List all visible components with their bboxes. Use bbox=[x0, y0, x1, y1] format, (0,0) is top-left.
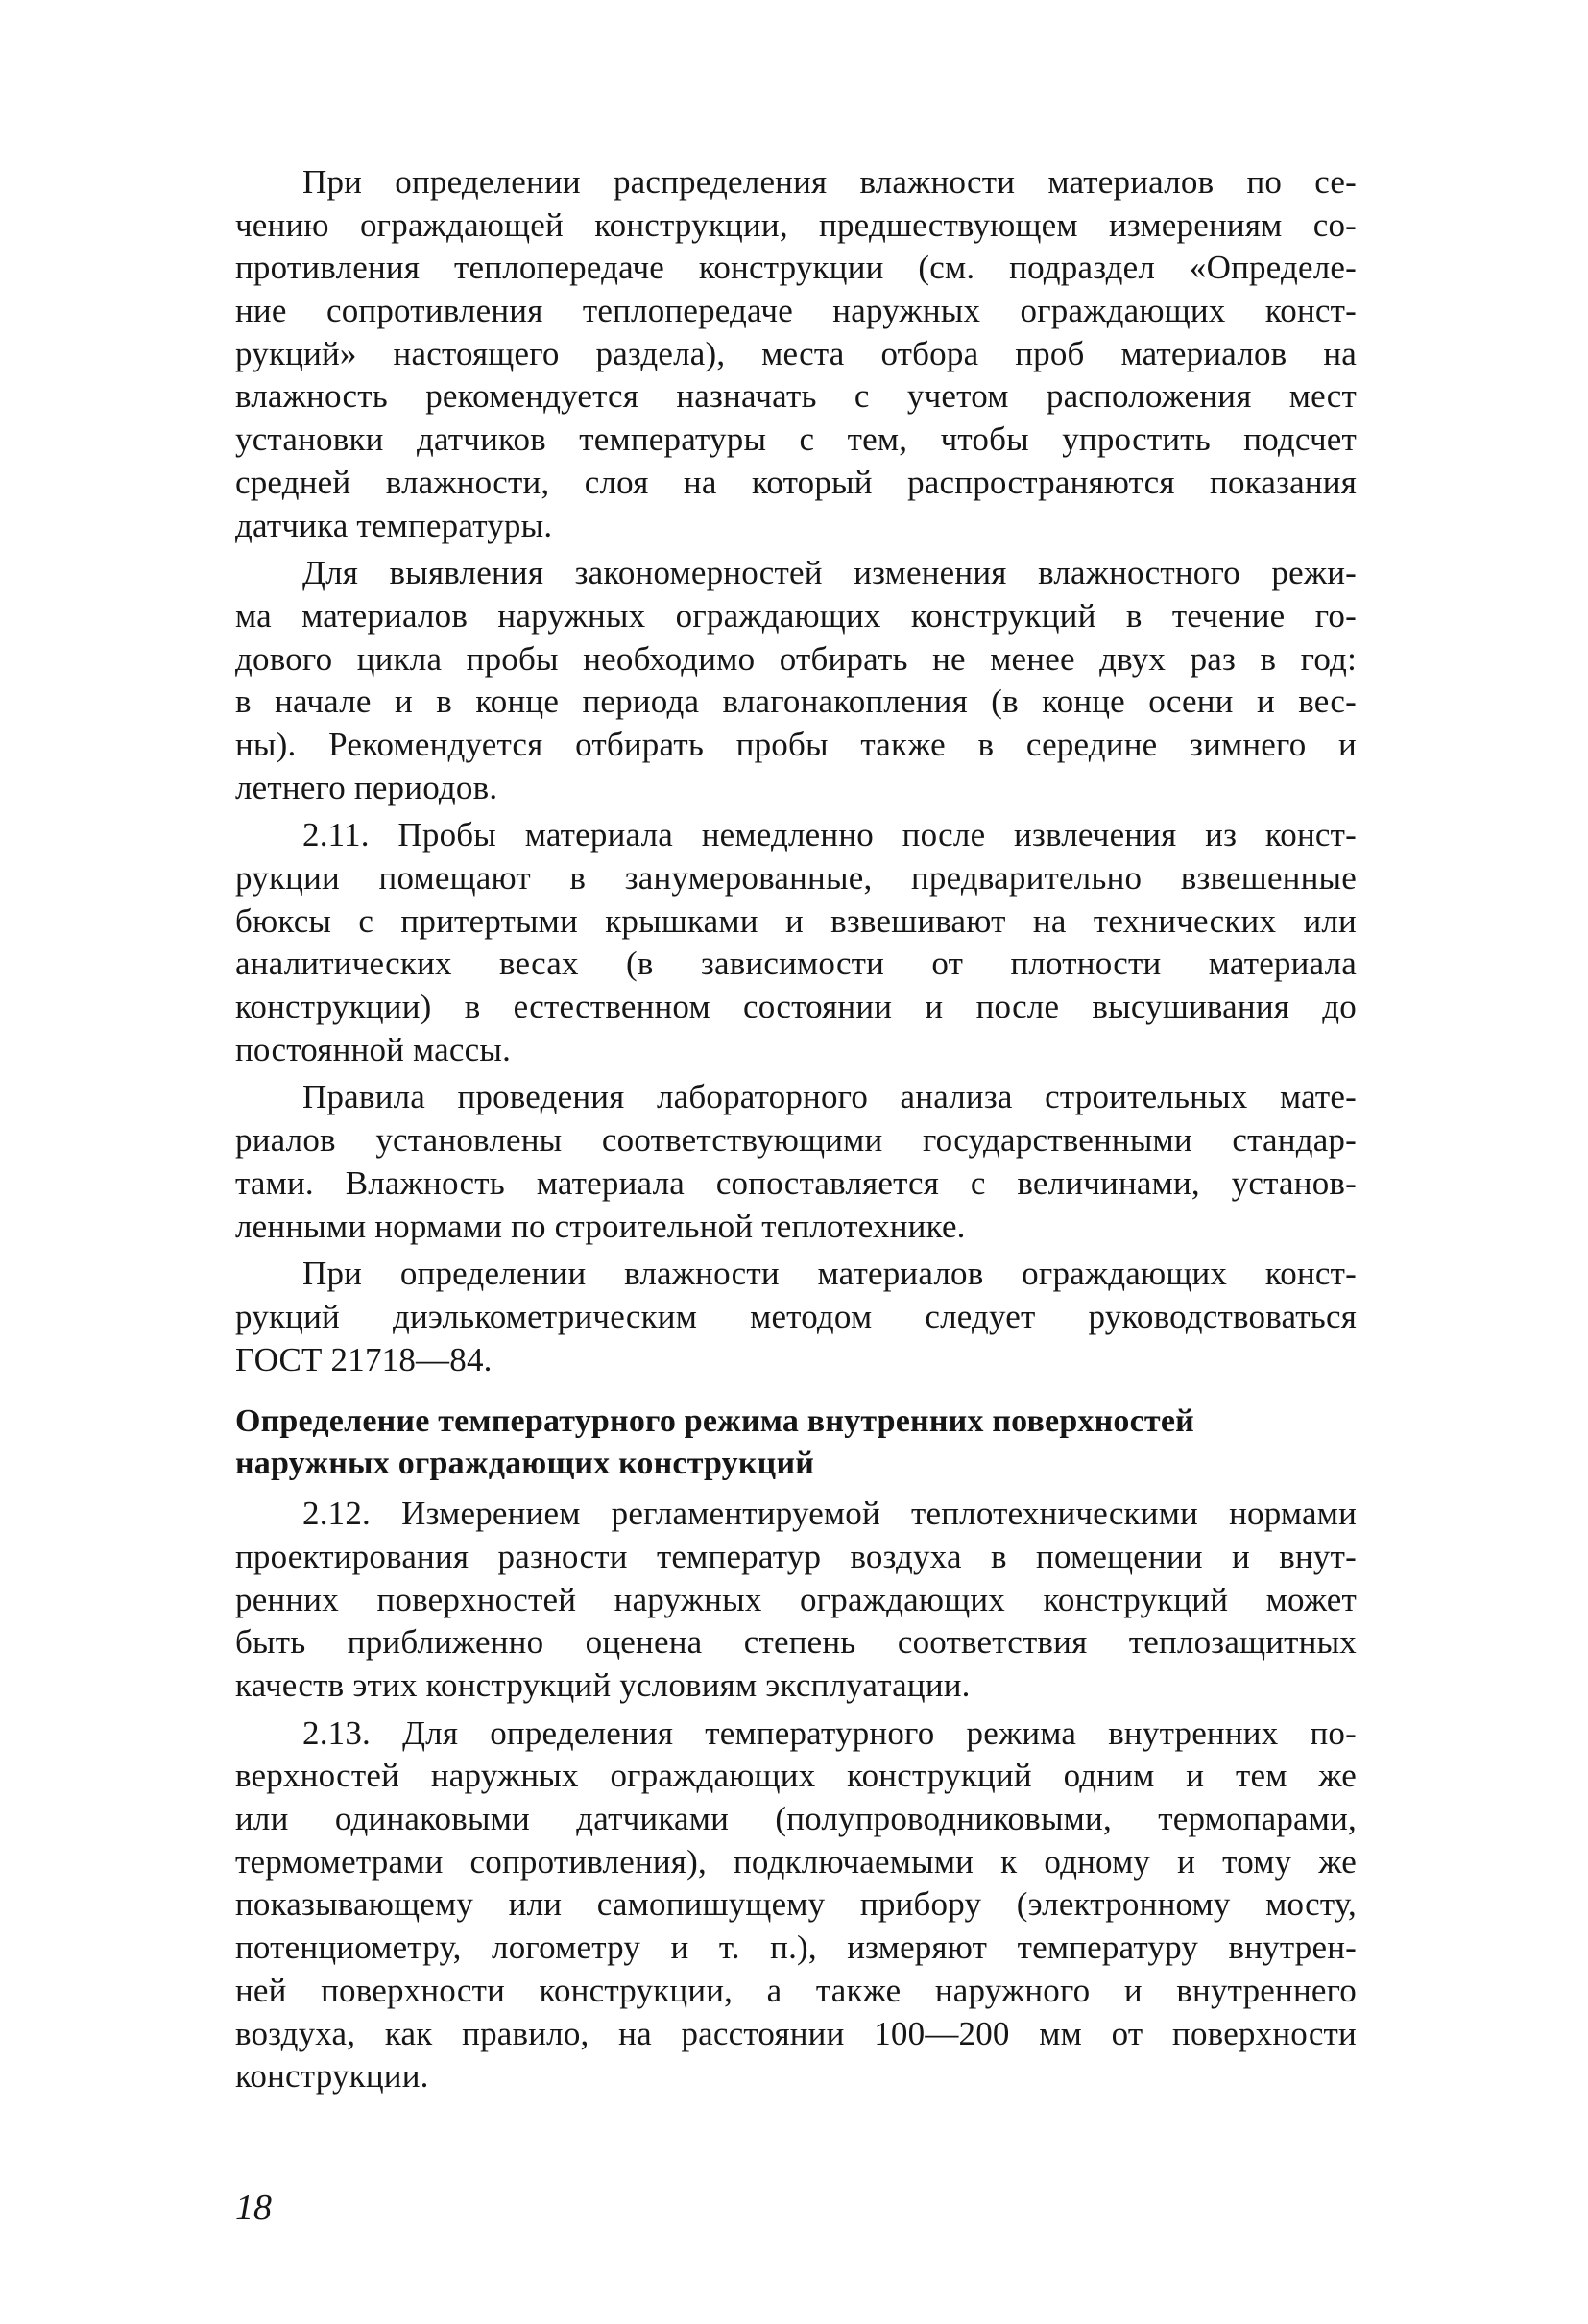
text-line: рукций диэлькометрическим методом следует руководствоваться bbox=[235, 1297, 1357, 1335]
paragraph-dielcometric bbox=[235, 1253, 1357, 1381]
text-line: При определении распределения влажности материалов по се- bbox=[302, 163, 1357, 201]
text-line: аналитических весах (в зависимости от плотности материала bbox=[235, 945, 1357, 983]
text-line: ние сопротивления теплопередаче наружных ограждающих конст- bbox=[235, 292, 1357, 330]
paragraph-moisture-distribution bbox=[235, 161, 1357, 547]
text-line: ренних поверхностей наружных ограждающих конструкций может bbox=[235, 1580, 1357, 1618]
text-line: термометрами сопротивления), подключаемыми к одному и тому же bbox=[235, 1842, 1357, 1881]
page-body bbox=[235, 161, 1357, 2098]
text-line: рукции помещают в занумерованные, предварительно взвешенные bbox=[235, 859, 1357, 897]
text-line: конструкции. bbox=[235, 2057, 429, 2096]
text-line: 2.13. Для определения температурного режима внутренних по- bbox=[302, 1713, 1357, 1752]
text-line: быть приближенно оценена степень соответствия теплозащитных bbox=[235, 1623, 1357, 1662]
text-line: Правила проведения лабораторного анализа строительных мате- bbox=[302, 1078, 1357, 1116]
text-line: средней влажности, слоя на который распространяются показания bbox=[235, 463, 1357, 501]
heading-line: Определение температурного режима внутренних поверхностей bbox=[235, 1403, 1194, 1440]
paragraph-2-11 bbox=[235, 814, 1357, 1071]
text-line: дового цикла пробы необходимо отбирать не менее двух раз в год: bbox=[235, 639, 1357, 678]
text-line: верхностей наружных ограждающих конструкций одним и тем же bbox=[235, 1757, 1357, 1795]
text-line: установки датчиков температуры с тем, чтобы упростить подсчет bbox=[235, 420, 1357, 459]
text-line: или одинаковыми датчиками (полупроводниковыми, термопарами, bbox=[235, 1800, 1357, 1838]
text-line: качеств этих конструкций условиям эксплуатации. bbox=[235, 1666, 971, 1704]
section-heading bbox=[235, 1401, 1357, 1485]
text-line: ленными нормами по строительной теплотехнике. bbox=[235, 1207, 966, 1245]
text-line: потенциометру, логометру и т. п.), измеряют температуру внутрен- bbox=[235, 1929, 1357, 1967]
text-line: ны). Рекомендуется отбирать пробы также в середине зимнего и bbox=[235, 725, 1357, 763]
text-line: воздуха, как правило, на расстоянии 100—200 мм от поверхности bbox=[235, 2014, 1357, 2052]
text-line: 2.12. Измерением регламентируемой теплотехническими нормами bbox=[302, 1495, 1357, 1533]
text-line: риалов установлены соответствующими государственными стандар- bbox=[235, 1121, 1357, 1160]
paragraph-2-12 bbox=[235, 1493, 1357, 1707]
text-line: влажность рекомендуется назначать с учетом расположения мест bbox=[235, 377, 1357, 416]
text-line: ней поверхности конструкции, а также наружного и внутреннего bbox=[235, 1971, 1357, 2009]
text-line: проектирования разности температур воздуха в помещении и внут- bbox=[235, 1537, 1357, 1575]
text-line: противления теплопередаче конструкции (см. подраздел «Определе- bbox=[235, 249, 1357, 287]
text-line: Для выявления закономерностей изменения влажностного режи- bbox=[302, 554, 1357, 592]
heading-line: наружных ограждающих конструкций bbox=[235, 1446, 815, 1482]
text-line: конструкции) в естественном состоянии и после высушивания до bbox=[235, 988, 1357, 1026]
text-line: рукций» настоящего раздела), места отбора проб материалов на bbox=[235, 334, 1357, 372]
text-line: постоянной массы. bbox=[235, 1030, 512, 1068]
paragraph-moisture-regime bbox=[235, 552, 1357, 809]
text-line: При определении влажности материалов ограждающих конст- bbox=[302, 1255, 1357, 1293]
text-line: показывающему или самопишущему прибору (электронному мосту, bbox=[235, 1885, 1357, 1924]
page-number: 18 bbox=[235, 2188, 272, 2228]
text-line: ГОСТ 21718—84. bbox=[235, 1340, 493, 1378]
text-line: тами. Влажность материала сопоставляется с величинами, установ- bbox=[235, 1163, 1357, 1202]
text-line: ма материалов наружных ограждающих конструкций в течение го- bbox=[235, 596, 1357, 635]
text-line: 2.11. Пробы материала немедленно после извлечения из конст- bbox=[302, 816, 1357, 854]
text-line: бюксы с притертыми крышками и взвешивают на технических или bbox=[235, 901, 1357, 940]
paragraph-lab-rules bbox=[235, 1076, 1357, 1248]
text-line: летнего периодов. bbox=[235, 768, 498, 806]
text-line: чению ограждающей конструкции, предшествующем измерениям со- bbox=[235, 205, 1357, 244]
text-line: датчика температуры. bbox=[235, 506, 553, 544]
text-line: в начале и в конце периода влагонакопления (в конце осени и вес- bbox=[235, 683, 1357, 721]
paragraph-2-13 bbox=[235, 1713, 1357, 2098]
